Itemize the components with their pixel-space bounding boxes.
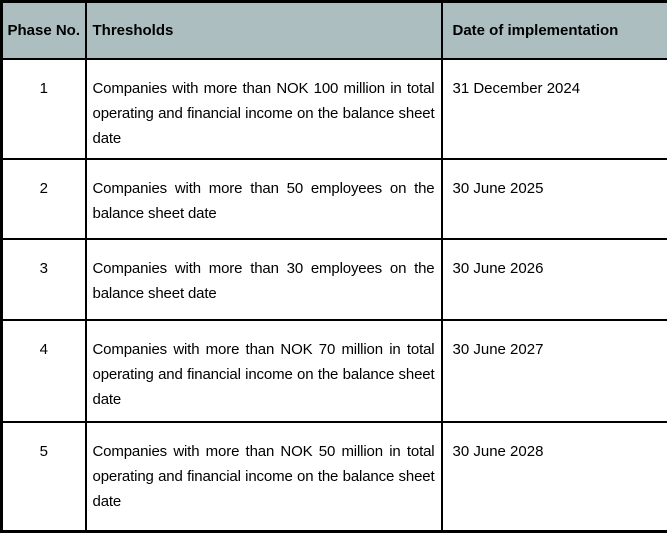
column-header-thresholds: Thresholds — [86, 2, 442, 59]
table-row-phase-2 — [2, 159, 667, 239]
table-row-phase-3 — [2, 239, 667, 320]
phase-number-cell: 4 — [2, 320, 86, 422]
implementation-date-cell: 30 June 2026 — [442, 239, 667, 320]
threshold-cell: Companies with more than 30 employees on the balance sheet date — [86, 239, 442, 320]
phase-number-cell: 5 — [2, 422, 86, 532]
table-row-phase-1 — [2, 59, 667, 159]
implementation-date-cell: 31 December 2024 — [442, 59, 667, 159]
column-header-date-of-implementation: Date of implementation — [442, 2, 667, 59]
column-header-phase-no: Phase No. — [2, 2, 86, 59]
threshold-cell: Companies with more than NOK 70 million in total operating and financial income on the balance sheet date — [86, 320, 442, 422]
phase-number-cell: 1 — [2, 59, 86, 159]
phase-number-cell: 3 — [2, 239, 86, 320]
implementation-date-cell: 30 June 2025 — [442, 159, 667, 239]
implementation-date-cell: 30 June 2028 — [442, 422, 667, 532]
implementation-date-cell: 30 June 2027 — [442, 320, 667, 422]
table-row-phase-5 — [2, 422, 667, 532]
table-row-phase-4 — [2, 320, 667, 422]
threshold-cell: Companies with more than NOK 50 million in total operating and financial income on the balance sheet date — [86, 422, 442, 532]
threshold-cell: Companies with more than NOK 100 million in total operating and financial income on the balance sheet date — [86, 59, 442, 159]
table-header-row — [2, 2, 667, 59]
threshold-cell: Companies with more than 50 employees on the balance sheet date — [86, 159, 442, 239]
phase-number-cell: 2 — [2, 159, 86, 239]
